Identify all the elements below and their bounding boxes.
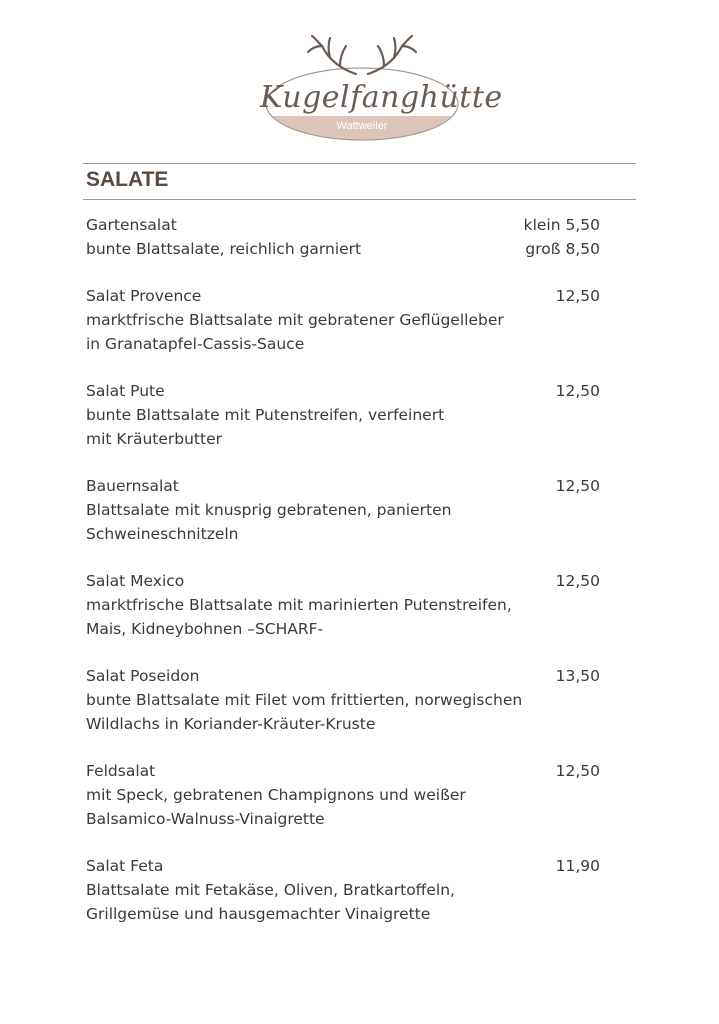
menu-item bbox=[86, 474, 606, 546]
item-description-line: Wildlachs in Koriander-Kräuter-Kruste bbox=[86, 715, 376, 733]
item-price: 12,50 bbox=[555, 477, 600, 495]
menu-item bbox=[86, 284, 606, 356]
item-name: Salat Provence bbox=[86, 287, 202, 305]
item-description-line: bunte Blattsalate mit Filet vom frittierten, norwegischen bbox=[86, 691, 523, 709]
item-price: 5,50 bbox=[565, 216, 600, 234]
size-label: klein bbox=[523, 216, 561, 234]
item-description-line: Blattsalate mit Fetakäse, Oliven, Bratkartoffeln, bbox=[86, 881, 455, 899]
item-price: 12,50 bbox=[555, 572, 600, 590]
item-description-line: marktfrische Blattsalate mit marinierten Putenstreifen, bbox=[86, 596, 512, 614]
item-name: Salat Mexico bbox=[86, 572, 185, 590]
logo-subtitle: Wattweiler bbox=[336, 120, 388, 132]
item-price: 12,50 bbox=[555, 382, 600, 400]
menu-item bbox=[86, 854, 606, 926]
title-divider bbox=[83, 199, 636, 200]
item-name: Salat Poseidon bbox=[86, 667, 200, 685]
menu-item bbox=[86, 664, 606, 736]
item-name: Gartensalat bbox=[86, 216, 177, 234]
item-description-line: Balsamico-Walnuss-Vinaigrette bbox=[86, 810, 325, 828]
menu-list bbox=[86, 213, 606, 949]
menu-item-gartensalat bbox=[86, 213, 606, 261]
item-name: Salat Feta bbox=[86, 857, 164, 875]
item-description-line: mit Kräuterbutter bbox=[86, 430, 222, 448]
item-description-line: Blattsalate mit knusprig gebratenen, panierten bbox=[86, 501, 452, 519]
section-title: SALATE bbox=[86, 168, 169, 191]
item-description-line: mit Speck, gebratenen Champignons und weißer bbox=[86, 786, 466, 804]
menu-item bbox=[86, 379, 606, 451]
item-description-line: marktfrische Blattsalate mit gebratener Geflügelleber bbox=[86, 311, 504, 329]
logo-title: Kugelfanghütte bbox=[260, 80, 503, 115]
item-name: Feldsalat bbox=[86, 762, 156, 780]
price-small bbox=[524, 213, 600, 237]
item-description-line: bunte Blattsalate mit Putenstreifen, verfeinert bbox=[86, 406, 445, 424]
logo bbox=[260, 32, 503, 144]
item-price: 13,50 bbox=[555, 667, 600, 685]
item-price: 12,50 bbox=[555, 762, 600, 780]
item-price: 8,50 bbox=[565, 240, 600, 258]
item-description-line: Mais, Kidneybohnen –SCHARF- bbox=[86, 620, 324, 638]
item-description-line: Grillgemüse und hausgemachter Vinaigrette bbox=[86, 905, 431, 923]
item-description-line: in Granatapfel-Cassis-Sauce bbox=[86, 335, 305, 353]
price-large bbox=[525, 237, 600, 261]
item-name: Bauernsalat bbox=[86, 477, 179, 495]
item-price: 11,90 bbox=[555, 857, 600, 875]
item-description: bunte Blattsalate, reichlich garniert bbox=[86, 240, 362, 258]
top-divider bbox=[83, 163, 636, 164]
menu-item bbox=[86, 759, 606, 831]
item-price: 12,50 bbox=[555, 287, 600, 305]
menu-item bbox=[86, 569, 606, 641]
size-label: groß bbox=[525, 240, 561, 258]
item-name: Salat Pute bbox=[86, 382, 165, 400]
item-description-line: Schweineschnitzeln bbox=[86, 525, 239, 543]
